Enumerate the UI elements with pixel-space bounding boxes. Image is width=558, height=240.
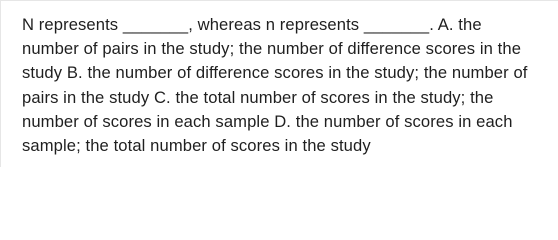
question-text: N represents _______, whereas n represents _______. A. the number of pairs in the study; the number of difference scores in the study B. the number of difference scores in the study; the number of pairs in the study C. the total number of scores in the study; the number of scores in each sample D. the number of scores in each sample; the total number of scores in the study [22, 15, 528, 156]
